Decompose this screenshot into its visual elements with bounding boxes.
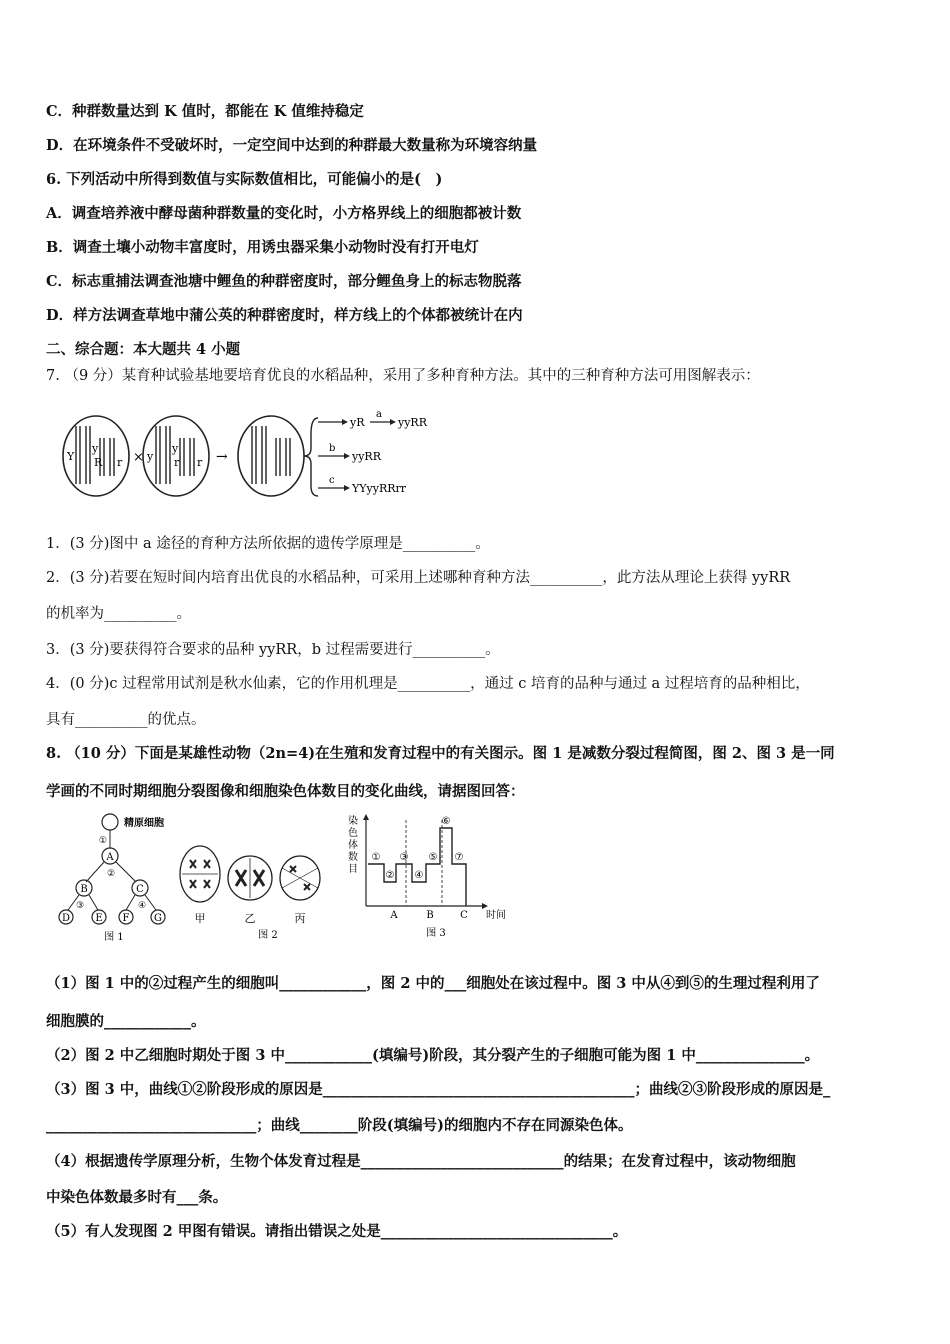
fig3-ylabel-3: 数: [348, 852, 358, 863]
q8-stem-line1: 8. （10 分）下面是某雄性动物（2n=4)在生殖和发育过程中的有关图示。图 1 是减数分裂过程简图，图 2、图 3 是一同: [46, 745, 835, 762]
q8-sub3-line1: （3）图 3 中，曲线①②阶段形成的原因是___________________________________________；曲线②③阶段形成的原因是_: [46, 1081, 831, 1098]
fig3-ylabel-0: 染: [348, 816, 358, 827]
path-b-label: b: [329, 443, 336, 454]
fig3-curve: [368, 828, 466, 906]
q8-sub1-line1: （1）图 1 中的②过程产生的细胞叫____________，图 2 中的___细胞处在该过程中。图 3 中从④到⑤的生理过程利用了: [46, 975, 820, 992]
q7-stem: 7. （9 分）某育种试验基地要培育优良的水稻品种，采用了多种育种方法。其中的三种育种方法可用图解表示：: [46, 368, 760, 384]
cell1-label-Y: Y: [67, 450, 75, 463]
q8-figure-2-cell-images: [176, 822, 336, 942]
section-2-heading: 二、综合题：本大题共 4 小题: [46, 341, 241, 358]
q6-option-c: C．标志重捕法调查池塘中鲤鱼的种群密度时，部分鲤鱼身上的标志物脱落: [46, 273, 522, 290]
q8-sub4-line2: 中染色体数最多时有___条。: [46, 1189, 228, 1206]
q6-option-b: B．调查土壤小动物丰富度时，用诱虫器采集小动物时没有打开电灯: [46, 239, 479, 256]
q6-option-a: A．调查培养液中酵母菌种群数量的变化时，小方格界线上的细胞都被计数: [46, 205, 522, 222]
fig3-stage-1: ①: [371, 852, 381, 863]
q8-figure-3-chromosome-curve: [344, 810, 524, 940]
fig1-step-1: ①: [98, 836, 107, 846]
result-c: YYyyRRrr: [352, 482, 407, 495]
q8-stem-line2: 学画的不同时期细胞分裂图像和细胞染色体数目的变化曲线，请据图回答：: [46, 783, 525, 800]
cell2-label-y2: y: [172, 442, 179, 455]
fig3-stage-7: ⑦: [454, 852, 464, 863]
q7-sub2-line2: 的机率为__________。: [46, 606, 191, 622]
fig1-node-D: D: [61, 913, 71, 924]
q6-option-d: D．样方法调查草地中蒲公英的种群密度时，样方线上的个体都被统计在内: [46, 307, 523, 324]
cell1-label-R: R: [94, 456, 103, 469]
q8-sub3-line2: _____________________________；曲线________阶段(填编号)的细胞内不存在同源染色体。: [46, 1117, 633, 1134]
cell1-label-r: r: [117, 456, 123, 469]
fig1-node-G: G: [154, 913, 162, 924]
q7-sub2-line1: 2．(3 分)若要在短时间内培育出优良的水稻品种，可采用上述哪种育种方法__________，此方法从理论上获得 yyRR: [46, 570, 791, 586]
q6-stem: 6. 下列活动中所得到数值与实际数值相比，可能偏小的是( ): [46, 171, 443, 188]
q8-sub5: （5）有人发现图 2 甲图有错误。请指出错误之处是________________________________。: [46, 1223, 628, 1240]
path-a-label: a: [376, 409, 382, 420]
cell2-label-r1: r: [174, 456, 180, 469]
cell2-label-r2: r: [197, 456, 203, 469]
fig3-stage-5: ⑤: [428, 852, 438, 863]
q5-option-d: D．在环境条件不受破坏时，一定空间中达到的种群最大数量称为环境容纳量: [46, 137, 538, 154]
fig3-stage-3: ③: [399, 852, 409, 863]
cell1-label-y: y: [92, 442, 99, 455]
q7-breeding-diagram: [56, 404, 436, 508]
fig2-label-bing: 丙: [294, 912, 306, 925]
fig1-caption: 图 1: [104, 932, 124, 943]
fig3-ylabel-4: 目: [348, 864, 358, 875]
fig1-top-label: 精原细胞: [124, 818, 164, 829]
fig3-xlabel: 时间: [486, 910, 506, 921]
q7-sub3: 3．(3 分)要获得符合要求的品种 yyRR，b 过程需要进行__________。: [46, 642, 500, 658]
fig3-tick-B: B: [426, 910, 434, 921]
q8-sub2: （2）图 2 中乙细胞时期处于图 3 中____________(填编号)阶段，其分裂产生的子细胞可能为图 1 中_______________。: [46, 1047, 820, 1064]
cell2-label-y1: y: [147, 450, 154, 463]
path-c-label: c: [329, 475, 335, 486]
fig3-ylabel-2: 体: [348, 840, 358, 851]
cross-symbol: ×: [133, 450, 144, 465]
fig3-stage-6: ⑥: [441, 816, 451, 827]
q7-sub4-line2: 具有__________的优点。: [46, 712, 206, 728]
q8-figure-1-meiosis-tree: [52, 810, 184, 944]
fig1-step-2: ②: [107, 869, 116, 879]
q5-option-c: C．种群数量达到 K 值时，都能在 K 值维持稳定: [46, 103, 364, 120]
q7-sub1: 1．(3 分)图中 a 途径的育种方法所依据的遗传学原理是__________。: [46, 536, 490, 552]
fig3-ylabel-1: 色: [348, 828, 358, 839]
fig1-node-F: F: [122, 913, 130, 924]
fig2-label-jia: 甲: [194, 912, 206, 925]
q7-sub4-line1: 4．(0 分)c 过程常用试剂是秋水仙素，它的作用机理是__________，通过 c 培育的品种与通过 a 过程培育的品种相比，: [46, 676, 810, 692]
hybrid-cell: [238, 416, 304, 496]
fig3-tick-A: A: [390, 910, 398, 921]
q8-sub1-line2: 细胞膜的____________。: [46, 1013, 206, 1030]
result-a1: yR: [350, 416, 365, 429]
fig1-node-B: B: [80, 884, 88, 895]
fig1-step-4: ④: [138, 901, 147, 911]
fig1-node-E: E: [95, 913, 103, 924]
fig1-node-A: A: [106, 852, 114, 863]
arrow-to-hybrid: →: [216, 449, 228, 465]
fig2-caption: 图 2: [258, 930, 278, 941]
fig3-stage-2: ②: [385, 870, 395, 881]
fig3-caption: 图 3: [426, 928, 446, 939]
result-b: yyRR: [352, 450, 381, 463]
fig3-stage-4: ④: [414, 870, 424, 881]
fig1-step-3: ③: [76, 901, 85, 911]
q8-sub4-line1: （4）根据遗传学原理分析，生物个体发育过程是____________________________的结果；在发育过程中，该动物细胞: [46, 1153, 796, 1170]
fig3-tick-C: C: [460, 910, 468, 921]
fig1-node-C: C: [136, 884, 144, 895]
result-a2: yyRR: [398, 416, 427, 429]
fig2-label-yi: 乙: [244, 912, 256, 925]
